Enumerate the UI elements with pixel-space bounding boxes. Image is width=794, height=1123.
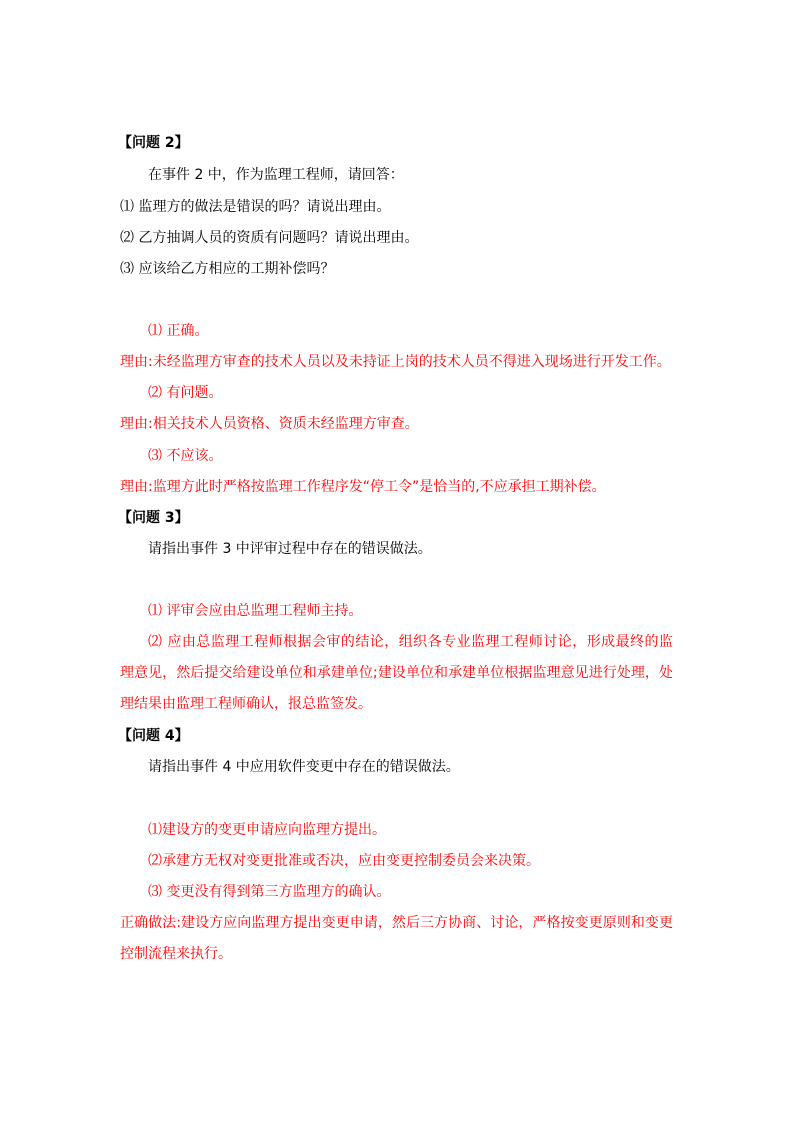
answer-4-1: ⑴建设方的变更申请应向监理方提出。 [148,822,386,838]
answer-2-1: ⑴ 正确。 [148,323,209,339]
question-2-item-1: ⑴ 监理方的做法是错误的吗？请说出理由。 [120,199,391,215]
question-2-item-2: ⑵ 乙方抽调人员的资质有问题吗？请说出理由。 [120,230,419,246]
answer-3-2-line-3: 理结果由监理工程师确认，报总监签发。 [120,696,372,712]
answer-4-correct-line-1: 正确做法:建设方应向监理方提出变更申请，然后三方协商、讨论，严格按变更原则和变更 [120,915,673,931]
question-2-item-3: ⑶ 应该给乙方相应的工期补偿吗？ [120,261,335,277]
answer-4-correct-line-2: 控制流程来执行。 [120,946,232,962]
answer-3-2-line-2: 理意见，然后提交给建设单位和承建单位;建设单位和承建单位根据监理意见进行处理，处 [120,665,673,681]
answer-2-2: ⑵ 有问题。 [148,385,223,401]
question-4-prompt: 请指出事件 4 中应用软件变更中存在的错误做法。 [148,759,460,775]
answer-2-3-reason: 理由:监理方此时严格按监理工作程序发“停工令”是恰当的,不应承担工期补偿。 [120,479,606,495]
answer-3-1: ⑴ 评审会应由总监理工程师主持。 [148,603,363,619]
answer-3-2-line-1: ⑵ 应由总监理工程师根据会审的结论，组织各专业监理工程师讨论，形成最终的监 [148,634,673,650]
heading-question-4: 【问题 4】 [118,728,189,744]
answer-4-3: ⑶ 变更没有得到第三方监理方的确认。 [148,884,391,900]
question-3-prompt: 请指出事件 3 中评审过程中存在的错误做法。 [148,541,432,557]
answer-4-2: ⑵承建方无权对变更批准或否决，应由变更控制委员会来决策。 [148,853,540,869]
answer-2-2-reason: 理由:相关技术人员资格、资质未经监理方审查。 [120,416,419,432]
question-2-prompt: 在事件 2 中，作为监理工程师，请回答： [148,167,404,183]
heading-question-2: 【问题 2】 [118,135,189,151]
answer-2-3: ⑶ 不应该。 [148,448,223,464]
heading-question-3: 【问题 3】 [118,510,189,526]
answer-2-1-reason: 理由:未经监理方审查的技术人员以及未持证上岗的技术人员不得进入现场进行开发工作。 [120,354,671,370]
